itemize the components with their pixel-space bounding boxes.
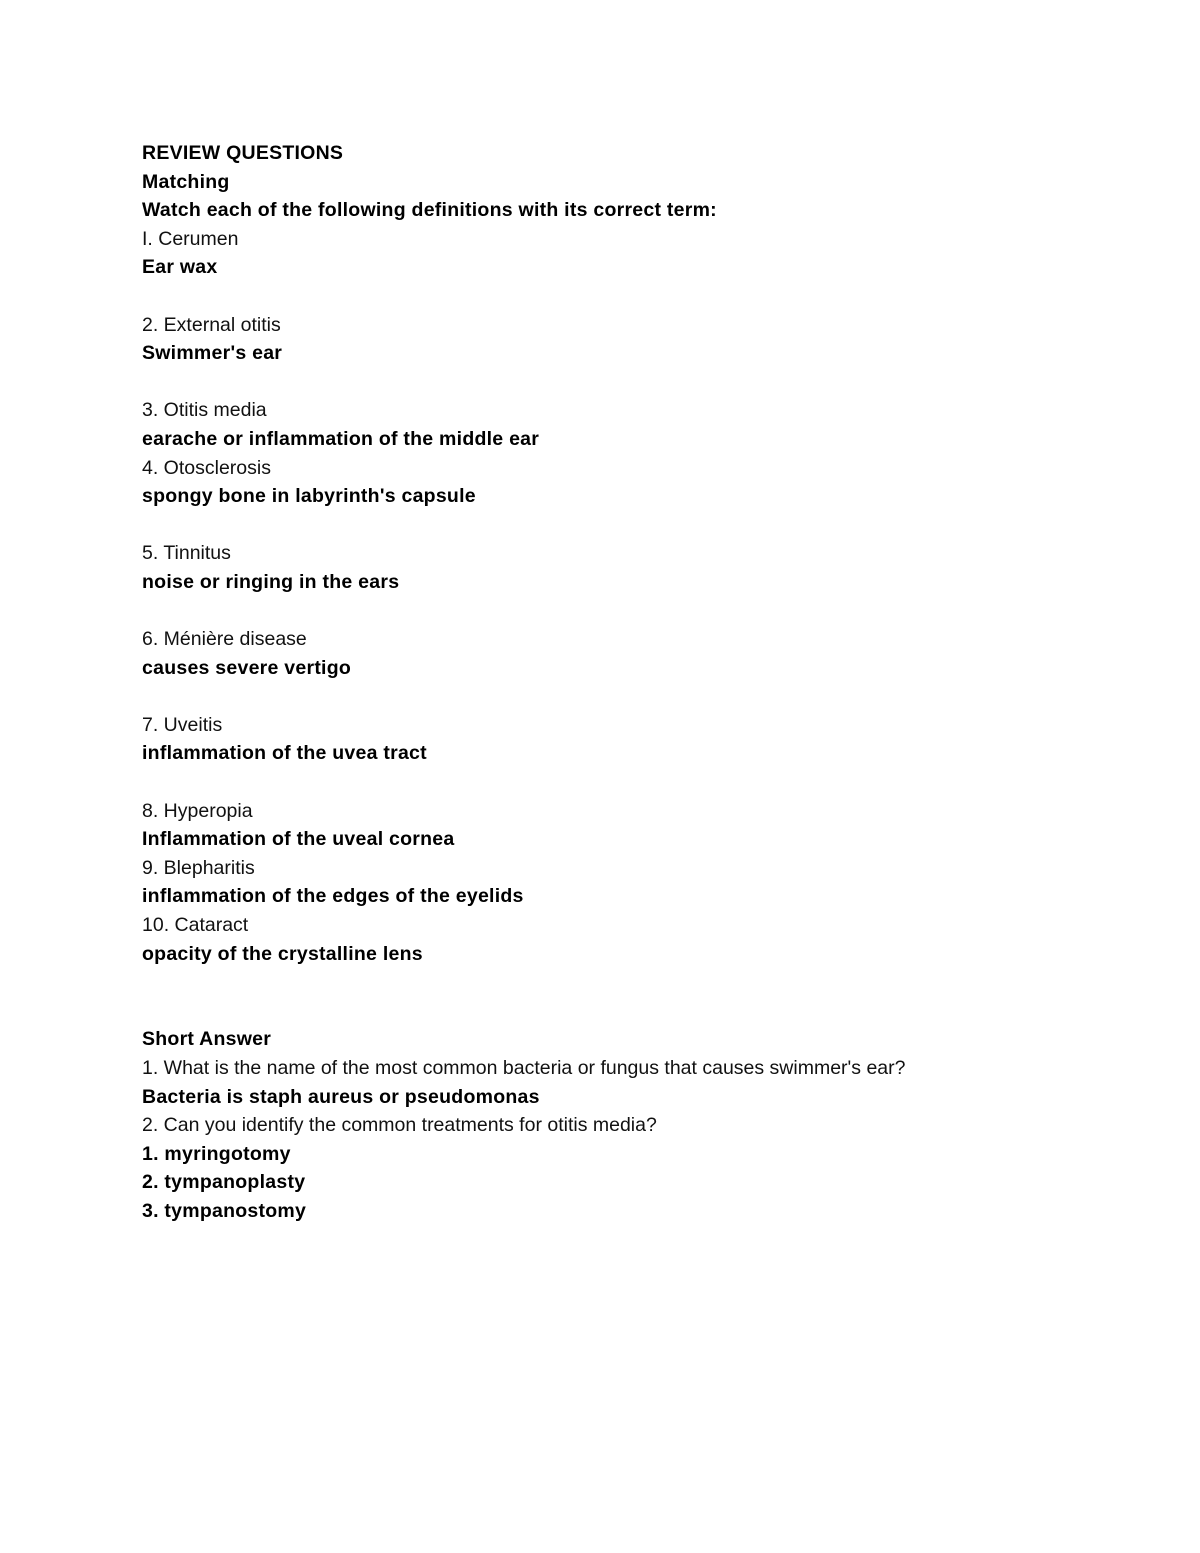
answer-10: opacity of the crystalline lens [142, 942, 423, 965]
answer-7: inflammation of the uvea tract [142, 742, 427, 765]
term-9: 9. Blepharitis [142, 856, 255, 879]
term-4: 4. Otosclerosis [142, 456, 271, 479]
term-3: 3. Otitis media [142, 399, 267, 422]
short-answer-heading: Short Answer [142, 1028, 272, 1051]
blank-line [142, 597, 1142, 626]
blank-line [142, 511, 1142, 540]
page-title: REVIEW QUESTIONS [142, 142, 344, 164]
answer-5: noise or ringing in the ears [142, 570, 400, 593]
answer-1: Ear wax [142, 256, 218, 279]
blank-line [142, 768, 1142, 797]
blank-line [142, 997, 1142, 1026]
blank-line [142, 368, 1142, 397]
blank-line [142, 282, 1142, 311]
short-answer-question-2: 2. Can you identify the common treatments for otitis media? [142, 1114, 657, 1137]
short-answer-answer-2-item-1: 1. myringotomy [142, 1142, 291, 1165]
matching-instruction: Watch each of the following definitions with its correct term: [142, 199, 717, 222]
term-10: 10. Cataract [142, 914, 249, 937]
answer-2: Swimmer's ear [142, 342, 283, 365]
short-answer-answer-2-item-3: 3. tympanostomy [142, 1199, 307, 1222]
blank-line [142, 968, 1142, 997]
matching-heading: Matching [142, 170, 230, 193]
term-6: 6. Ménière disease [142, 628, 307, 651]
answer-6: causes severe vertigo [142, 656, 352, 679]
term-1: I. Cerumen [142, 227, 239, 250]
answer-9: inflammation of the edges of the eyelids [142, 885, 524, 908]
term-8: 8. Hyperopia [142, 799, 253, 822]
short-answer-answer-2-item-2: 2. tympanoplasty [142, 1171, 306, 1194]
term-2: 2. External otitis [142, 313, 281, 336]
answer-8: Inflammation of the uveal cornea [142, 828, 455, 851]
blank-line [142, 682, 1142, 711]
short-answer-answer-1: Bacteria is staph aureus or pseudomonas [142, 1085, 540, 1108]
document-page [142, 139, 1142, 1226]
term-7: 7. Uveitis [142, 713, 223, 736]
answer-3: earache or inflammation of the middle ear [142, 427, 540, 450]
term-5: 5. Tinnitus [142, 542, 231, 565]
answer-4: spongy bone in labyrinth's capsule [142, 485, 476, 508]
short-answer-question-1: 1. What is the name of the most common bacteria or fungus that causes swimmer's ear? [142, 1057, 906, 1079]
